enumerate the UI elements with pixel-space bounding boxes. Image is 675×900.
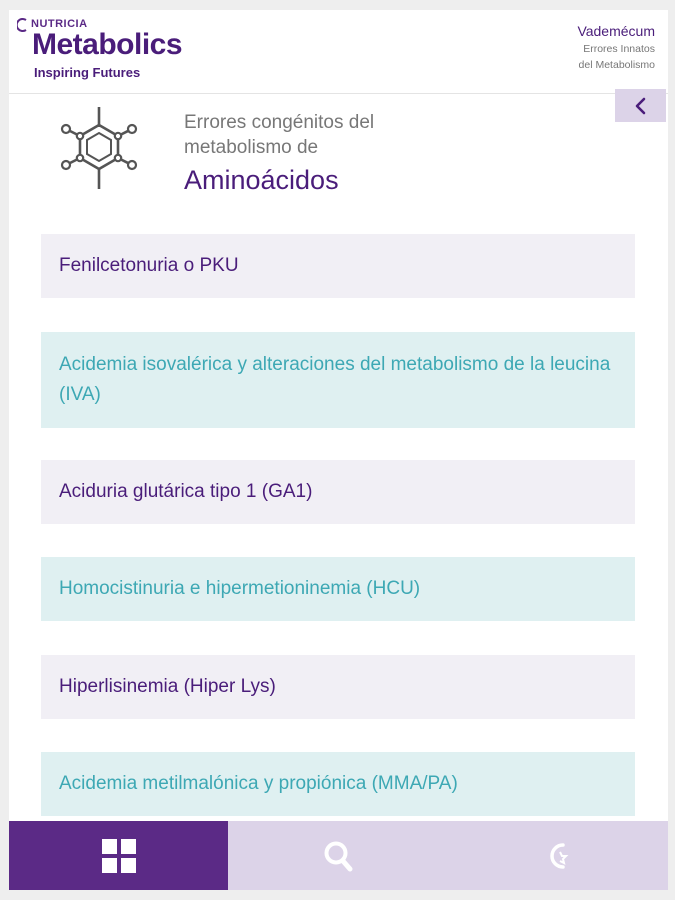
tab-home[interactable] xyxy=(9,821,228,890)
section-subtitle-1: Errores Innatos xyxy=(583,43,655,55)
molecule-icon xyxy=(54,105,144,195)
brand-tagline: Inspiring Futures xyxy=(34,65,141,80)
chevron-left-icon xyxy=(634,97,648,115)
search-icon xyxy=(323,840,353,872)
nutricia-c-icon xyxy=(17,18,29,32)
tab-nutricia[interactable] xyxy=(448,821,668,890)
page-heading xyxy=(184,110,414,196)
app-frame xyxy=(9,10,668,890)
nutricia-logo-icon xyxy=(543,840,573,872)
list-item-ga1[interactable] xyxy=(41,460,635,524)
list-item-pku[interactable] xyxy=(41,234,635,298)
list-item-hiper-lys[interactable] xyxy=(41,655,635,719)
page-title: Aminoácidos xyxy=(184,165,339,195)
app-header xyxy=(9,10,668,94)
list-item-label: Fenilcetonuria o PKU xyxy=(59,255,239,276)
back-button[interactable] xyxy=(615,89,666,122)
list-item-label: Hiperlisinemia (Hiper Lys) xyxy=(59,676,276,697)
section-title: Vademécum xyxy=(577,23,655,39)
section-label xyxy=(577,23,655,73)
tab-search[interactable] xyxy=(228,821,448,890)
brand-name: Metabolics xyxy=(32,28,183,61)
list-item-label: Homocistinuria e hipermetioninemia (HCU) xyxy=(59,578,421,599)
bottom-tab-bar xyxy=(9,821,668,890)
list-item-label: Acidemia isovalérica y alteraciones del metabolismo de la leucina (IVA) xyxy=(59,354,611,405)
grid-icon xyxy=(101,838,137,874)
section-subtitle-2: del Metabolismo xyxy=(578,59,655,71)
list-item-label: Acidemia metilmalónica y propiónica (MMA/PA) xyxy=(59,773,458,794)
list-item-iva[interactable] xyxy=(41,332,635,428)
list-item-label: Aciduria glutárica tipo 1 (GA1) xyxy=(59,481,313,502)
list-item-hcu[interactable] xyxy=(41,557,635,621)
page-subtitle: Errores congénitos del metabolismo de xyxy=(184,112,375,158)
brand-company: NUTRICIA xyxy=(31,18,88,30)
list-item-mma-pa[interactable] xyxy=(41,752,635,816)
